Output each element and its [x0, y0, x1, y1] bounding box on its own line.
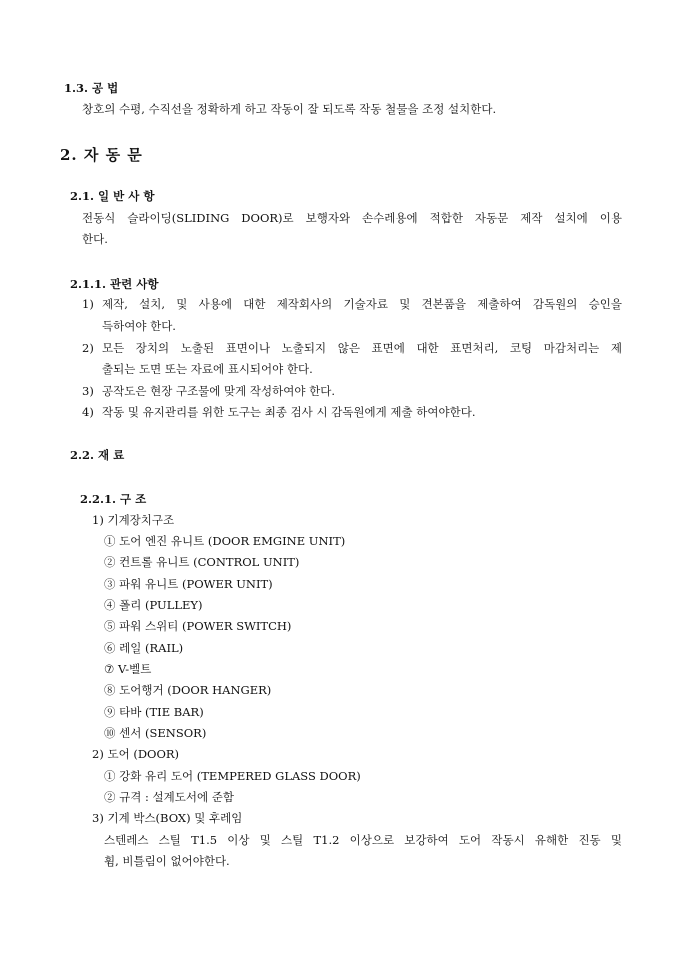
list-item-line1: 모든 장치의 노출된 표면이나 노출되지 않은 표면에 대한 표면처리, 코팅 마감처리는 제 — [102, 341, 622, 355]
list-item-line1: 제작, 설치, 및 사용에 대한 제작회사의 기술자료 및 견본품을 제출하여 감독원의 승인을 — [102, 297, 622, 311]
chapter-heading-2: 2. 자 동 문 — [60, 146, 143, 164]
list-item: ④ 폴리 (PULLEY) — [104, 598, 203, 612]
section-body-2-1-line1: 전동식 슬라이딩(SLIDING DOOR)로 보행자와 손수레용에 적합한 자동문 제작 설치에 이용 — [82, 211, 622, 225]
group-title: 1) 기계장치구조 — [92, 513, 175, 527]
list-item-line1: 작동 및 유지관리를 위한 도구는 최종 검사 시 감독원에게 제출 하여야한다. — [102, 405, 476, 419]
list-item-line1: 공작도은 현장 구조물에 맞게 작성하여야 한다. — [102, 384, 336, 398]
section-heading-2-2-1: 2.2.1. 구 조 — [80, 492, 147, 506]
section-heading-2-1: 2.1. 일 반 사 항 — [70, 189, 155, 203]
list-item-num: 3) — [82, 384, 94, 398]
group-title: 2) 도어 (DOOR) — [92, 747, 180, 761]
list-item: ① 강화 유리 도어 (TEMPERED GLASS DOOR) — [104, 769, 361, 783]
section-heading-1-3: 1.3. 공 법 — [64, 81, 119, 95]
list-item: ⑤ 파워 스위티 (POWER SWITCH) — [104, 619, 292, 633]
list-item: ⑦ V-벨트 — [104, 662, 152, 676]
list-item-num: 2) — [82, 341, 94, 355]
list-item-line2: 득하여야 한다. — [102, 319, 176, 333]
list-item: ⑨ 타바 (TIE BAR) — [104, 705, 204, 719]
list-item: ⑥ 레일 (RAIL) — [104, 641, 184, 655]
list-item: ⑧ 도어행거 (DOOR HANGER) — [104, 683, 272, 697]
list-item-num: 1) — [82, 297, 94, 311]
section-body-1-3: 창호의 수평, 수직선을 정확하게 하고 작동이 잘 되도록 작동 철물을 조정 설치한다. — [82, 102, 497, 116]
section-heading-2-2: 2.2. 재 료 — [70, 448, 125, 462]
list-item: ① 도어 엔진 유니트 (DOOR EMGINE UNIT) — [104, 534, 346, 548]
list-item: ③ 파워 유니트 (POWER UNIT) — [104, 577, 273, 591]
paragraph-line1: 스텐레스 스틸 T1.5 이상 및 스틸 T1.2 이상으로 보강하여 도어 작동시 유해한 진동 및 — [104, 833, 622, 847]
list-item: ⑩ 센서 (SENSOR) — [104, 726, 207, 740]
section-body-2-1-line2: 한다. — [82, 232, 108, 246]
section-heading-2-1-1: 2.1.1. 관련 사항 — [70, 277, 159, 291]
list-item: ② 규격 : 설계도서에 준함 — [104, 790, 234, 804]
group-title: 3) 기계 박스(BOX) 및 후레임 — [92, 811, 243, 825]
paragraph-line2: 휨, 비틀림이 없어야한다. — [104, 854, 230, 868]
list-item-num: 4) — [82, 405, 94, 419]
list-item-line2: 출되는 도면 또는 자료에 표시되어야 한다. — [102, 362, 313, 376]
list-item: ② 컨트롤 유니트 (CONTROL UNIT) — [104, 555, 300, 569]
